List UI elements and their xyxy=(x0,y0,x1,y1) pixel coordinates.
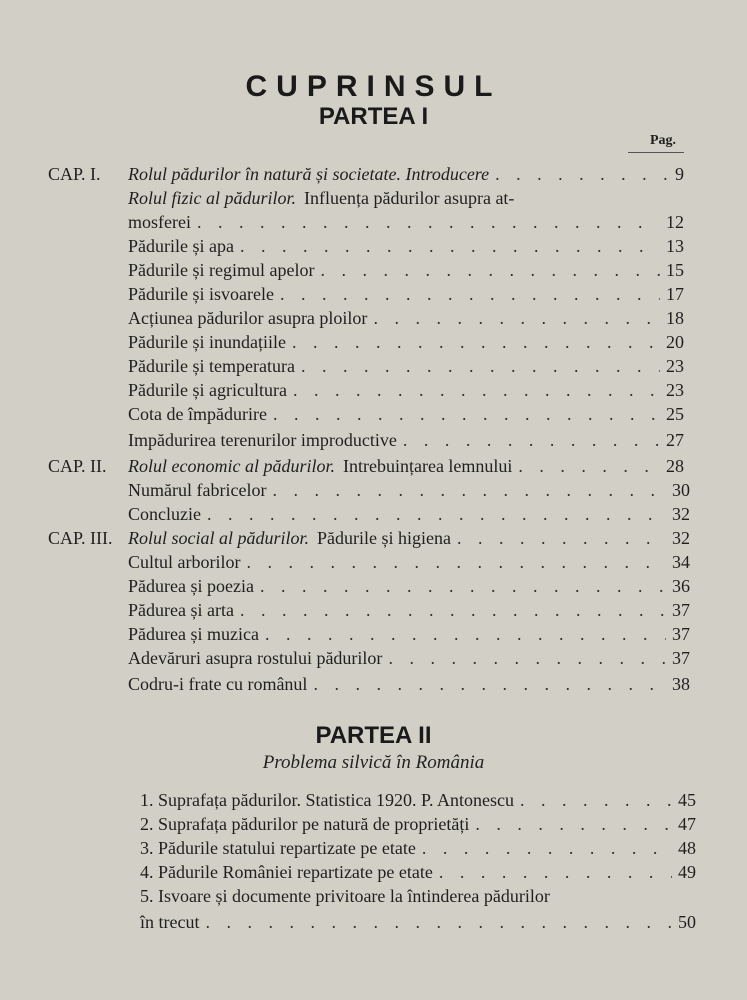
leader-dots xyxy=(495,162,669,186)
toc-row-page: 38 xyxy=(672,674,690,694)
part1-heading: PARTEA I xyxy=(318,103,429,130)
toc-row-title-italic: Rolul social al pădurilor. xyxy=(128,528,310,548)
toc-row-title: 1. Suprafața pădurilor. Statistica 1920. P. Antonescu xyxy=(140,790,514,810)
toc-row-page: 30 xyxy=(672,480,690,500)
toc-row xyxy=(128,402,684,426)
pag-rule xyxy=(628,152,684,153)
toc-row-title: Pădurile și isvoarele xyxy=(128,284,274,304)
toc-row-page: 32 xyxy=(672,504,690,524)
toc-row-page: 13 xyxy=(666,236,684,256)
toc-row xyxy=(128,598,690,622)
toc-row-page: 48 xyxy=(678,838,696,858)
toc-row xyxy=(140,884,696,908)
toc-row-title: Pădurea și muzica xyxy=(128,624,259,644)
leader-dots xyxy=(313,672,666,696)
toc-row xyxy=(128,550,690,574)
toc-row-page: 12 xyxy=(666,212,684,232)
toc-row xyxy=(128,526,690,550)
toc-row-title: 3. Pădurile statului repartizate pe etate xyxy=(140,838,416,858)
toc-row-title: Pădurile și regimul apelor xyxy=(128,260,315,280)
toc-row xyxy=(128,454,684,478)
toc-row xyxy=(140,788,696,812)
toc-row-title: Pădurile și apa xyxy=(128,236,234,256)
toc-row-title: în trecut xyxy=(140,912,200,932)
toc-row xyxy=(128,672,690,696)
leader-dots xyxy=(246,550,666,574)
toc-row-page: 23 xyxy=(666,356,684,376)
toc-row xyxy=(128,258,684,282)
toc-row xyxy=(128,162,684,186)
toc-row-title: Cota de împădurire xyxy=(128,404,267,424)
leader-dots xyxy=(388,646,666,670)
leader-dots xyxy=(403,428,660,452)
toc-row-title: Adevăruri asupra rostului pădurilor xyxy=(128,648,383,668)
leader-dots xyxy=(301,354,660,378)
toc-row-title: 4. Pădurile României repartizate pe etate xyxy=(140,862,433,882)
leader-dots xyxy=(518,454,660,478)
toc-row xyxy=(128,234,684,258)
toc-row-page: 17 xyxy=(666,284,684,304)
toc-row xyxy=(128,428,684,452)
toc-row-title-italic: Rolul fizic al pădurilor. xyxy=(128,188,297,208)
leader-dots xyxy=(197,210,660,234)
leader-dots xyxy=(373,306,660,330)
toc-row-title: 2. Suprafața pădurilor pe natură de proprietăți xyxy=(140,814,470,834)
toc-row-title: Acțiunea pădurilor asupra ploilor xyxy=(128,308,368,328)
toc-row xyxy=(140,812,696,836)
toc-row-title: Pădurea și poezia xyxy=(128,576,254,596)
chapter-label-3: CAP. III. xyxy=(48,528,113,548)
toc-row-title: Pădurile și inundațiile xyxy=(128,332,286,352)
toc-row-page: 36 xyxy=(672,576,690,596)
toc-row-page: 9 xyxy=(675,164,684,184)
toc-row xyxy=(128,646,690,670)
toc-row-page: 37 xyxy=(672,624,690,644)
toc-row xyxy=(140,836,696,860)
toc-row-title: Pădurile și agricultura xyxy=(128,380,287,400)
leader-dots xyxy=(205,910,672,934)
leader-dots xyxy=(457,526,666,550)
leader-dots xyxy=(292,330,660,354)
part2-heading: PARTEA II xyxy=(315,722,432,749)
toc-row xyxy=(128,186,688,210)
leader-dots xyxy=(207,502,666,526)
toc-row-page: 20 xyxy=(666,332,684,352)
toc-row-page: 50 xyxy=(678,912,696,932)
toc-row-page: 27 xyxy=(666,430,684,450)
leader-dots xyxy=(272,478,666,502)
leader-dots xyxy=(422,836,672,860)
toc-row-page: 25 xyxy=(666,404,684,424)
toc-row-page: 37 xyxy=(672,600,690,620)
leader-dots xyxy=(273,402,660,426)
leader-dots xyxy=(320,258,660,282)
toc-row xyxy=(128,478,690,502)
leader-dots xyxy=(260,574,666,598)
leader-dots xyxy=(475,812,672,836)
toc-row xyxy=(140,860,696,884)
toc-row-title: Pădurile și higiena xyxy=(317,528,451,548)
toc-row xyxy=(128,622,690,646)
toc-row xyxy=(128,282,684,306)
leader-dots xyxy=(520,788,672,812)
toc-row-title: Pădurile și temperatura xyxy=(128,356,295,376)
toc-row-page: 15 xyxy=(666,260,684,280)
toc-row-title: Impădurirea terenurilor improductive xyxy=(128,430,397,450)
toc-row xyxy=(128,574,690,598)
page-title: CUPRINSUL xyxy=(245,70,502,103)
toc-row xyxy=(128,354,684,378)
toc-row xyxy=(128,378,684,402)
chapter-label-2: CAP. II. xyxy=(48,456,107,476)
toc-row xyxy=(128,330,684,354)
toc-row-title: Codru-i frate cu românul xyxy=(128,674,308,694)
toc-row-page: 47 xyxy=(678,814,696,834)
leader-dots xyxy=(280,282,660,306)
toc-row-title: Intrebuințarea lemnului xyxy=(342,456,513,476)
pag-label: Pag. xyxy=(650,133,677,148)
toc-row-title: Influența pădurilor asupra at- xyxy=(304,188,515,208)
toc-row-page: 37 xyxy=(672,648,690,668)
toc-row-title: Pădurea și arta xyxy=(128,600,234,620)
leader-dots xyxy=(293,378,660,402)
toc-row-title: 5. Isvoare și documente privitoare la întinderea pădurilor xyxy=(140,886,550,906)
toc-row-title: Numărul fabricelor xyxy=(128,480,267,500)
toc-row-page: 34 xyxy=(672,552,690,572)
leader-dots xyxy=(439,860,672,884)
toc-row-page: 45 xyxy=(678,790,696,810)
leader-dots xyxy=(265,622,666,646)
toc-row-page: 32 xyxy=(672,528,690,548)
toc-row-page: 28 xyxy=(666,456,684,476)
toc-row xyxy=(140,910,696,934)
toc-row-title: mosferei xyxy=(128,212,191,232)
part2-subtitle: Problema silvică în România xyxy=(262,752,485,773)
toc-row xyxy=(128,306,684,330)
toc-row-page: 18 xyxy=(666,308,684,328)
leader-dots xyxy=(240,598,666,622)
toc-row-title: Cultul arborilor xyxy=(128,552,241,572)
toc-row-page: 23 xyxy=(666,380,684,400)
toc-row xyxy=(128,210,684,234)
chapter-label-1: CAP. I. xyxy=(48,164,101,184)
toc-row-page: 49 xyxy=(678,862,696,882)
toc-row xyxy=(128,502,690,526)
toc-row-title-italic: Rolul pădurilor în natură și societate. Introducere xyxy=(128,164,490,184)
leader-dots xyxy=(240,234,660,258)
toc-row-title: Concluzie xyxy=(128,504,201,524)
toc-row-title-italic: Rolul economic al pădurilor. xyxy=(128,456,335,476)
